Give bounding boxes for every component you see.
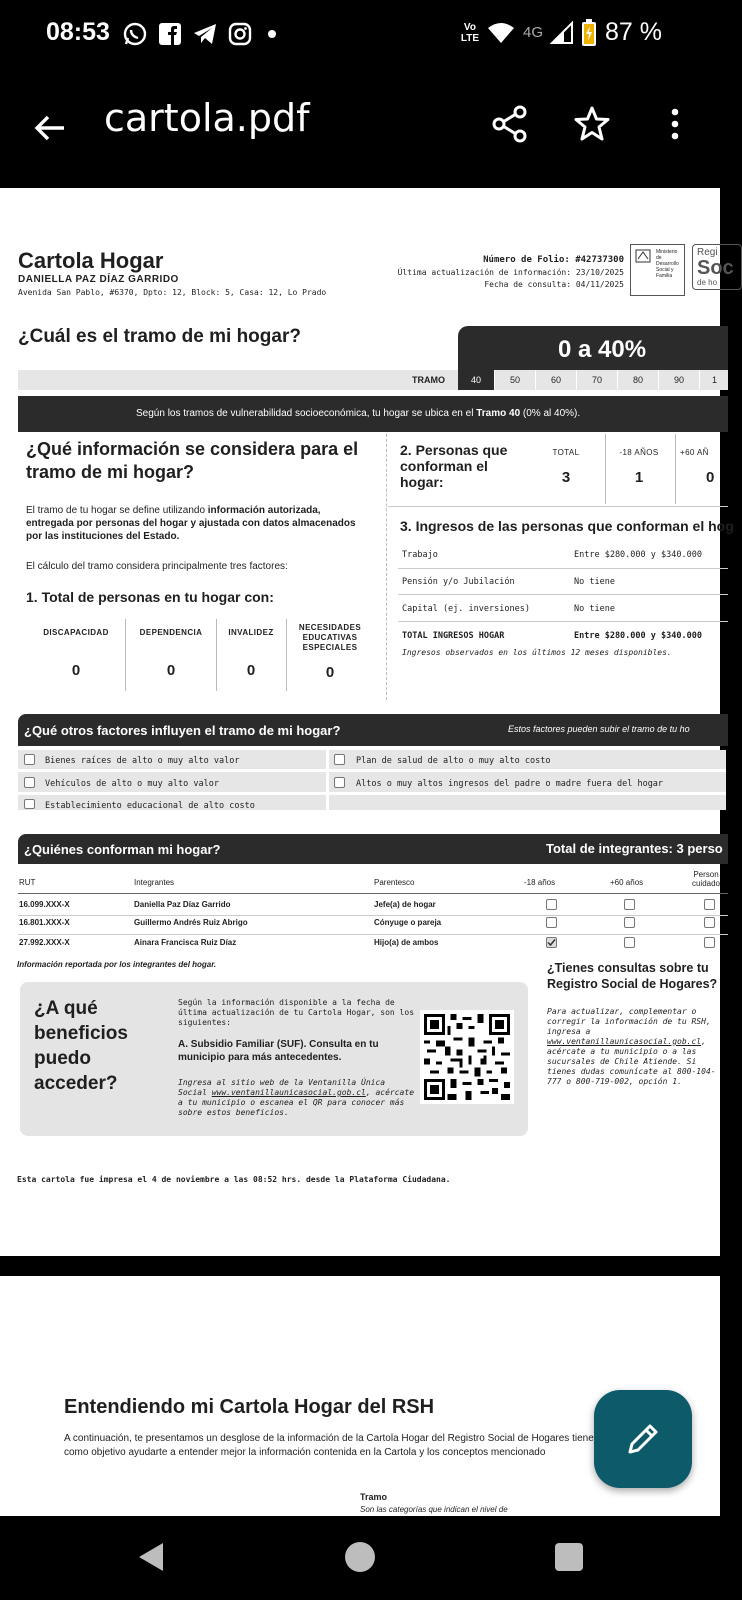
row-relationship: Jefe(a) de hogar — [374, 900, 436, 909]
cond-header: DISCAPACIDAD — [43, 628, 109, 637]
tramo-banner-suffix: (0% al 40%). — [520, 408, 581, 419]
table-row — [18, 916, 728, 934]
checkbox-unchecked — [546, 899, 557, 910]
row-relationship: Hijo(a) de ambos — [374, 938, 439, 947]
navigation-bar — [0, 1516, 720, 1600]
ingresos-heading: 3. Ingresos de las personas que conforman el hog — [400, 518, 734, 534]
personas-menores: 1 — [634, 469, 644, 486]
tramo-step: 80 — [617, 370, 658, 390]
row-name: Guillermo Andrés Ruiz Abrigo — [134, 918, 248, 927]
personas-mayores: 0 — [706, 469, 715, 486]
tramo-step: 70 — [576, 370, 617, 390]
row-relationship: Cónyuge o pareja — [374, 918, 442, 927]
holder-address: Avenida San Pablo, #6370, Dpto: 12, Block: 5, Casa: 12, Lo Prado — [18, 288, 327, 297]
table-header: +60 años — [610, 878, 644, 887]
consultas-link[interactable]: www.ventanillaunicasocial.gob.cl — [547, 1037, 702, 1046]
chile-shield-icon — [635, 249, 651, 263]
personas-header: -18 AÑOS — [619, 448, 659, 457]
factor-1-heading: 1. Total de personas en tu hogar con: — [26, 589, 274, 605]
cartola-title: Cartola Hogar — [18, 248, 164, 273]
row-rut: 16.801.XXX-X — [19, 918, 70, 927]
checkbox-unchecked — [24, 777, 35, 788]
cond-value: 0 — [246, 662, 256, 679]
checkbox-unchecked — [704, 917, 715, 928]
folio-number: Número de Folio: #42737300 — [483, 255, 624, 265]
cond-value: 0 — [166, 662, 176, 679]
rsh-logo-bot: de ho — [697, 278, 718, 287]
volte-bottom: LTE — [460, 32, 479, 44]
row-rut: 16.099.XXX-X — [19, 900, 70, 909]
beneficios-heading: ¿A qué beneficios puedo acceder? — [34, 998, 128, 1094]
row-name: Ainara Francisca Ruiz Díaz — [134, 938, 237, 947]
checkbox-unchecked — [24, 799, 35, 809]
nav-recents-button[interactable] — [555, 1543, 583, 1571]
personas-header: TOTAL — [552, 448, 580, 457]
otros-heading: ¿Qué otros factores influyen el tramo de mi hogar? — [24, 723, 341, 738]
consultas-text-b: , acércate a tu municipio o a las sucursales de Chile Atiende. Si tienes dudas comunícate al 800-104-777 o 800-719-002, opción 1. — [547, 1037, 716, 1086]
personas-heading: 2. Personas que conforman el hogar: — [400, 442, 508, 490]
rsh-logo — [692, 244, 742, 290]
otros-item: Vehículos de alto o muy alto valor — [45, 779, 219, 789]
nav-home-button[interactable] — [345, 1542, 375, 1572]
ingreso-label: Trabajo — [402, 550, 438, 560]
ingreso-total-value: Entre $280.000 y $340.000 — [574, 631, 702, 641]
info-heading: ¿Qué información se considera para el tramo de mi hogar? — [26, 439, 359, 482]
tramo-banner — [18, 396, 728, 432]
table-row — [18, 934, 728, 952]
tramo-value: 0 a 40% — [458, 326, 728, 370]
back-button[interactable] — [28, 106, 72, 150]
status-bar — [0, 0, 720, 72]
ministry-logo — [630, 244, 685, 296]
otros-item: Bienes raíces de alto o muy alto valor — [45, 756, 240, 766]
column-divider — [386, 434, 387, 700]
row-rut: 27.992.XXX-X — [19, 938, 70, 947]
tramo-banner-bold: Tramo 40 — [476, 408, 521, 419]
ingreso-value: Entre $280.000 y $340.000 — [574, 550, 702, 560]
holder-name: DANIELLA PAZ DÍAZ GARRIDO — [18, 274, 179, 285]
checkbox-unchecked — [624, 937, 635, 948]
table-header: RUT — [19, 878, 36, 887]
ingreso-label: Capital (ej. inversiones) — [402, 604, 530, 614]
rsh-logo-mid: Soc — [697, 257, 734, 279]
share-button[interactable] — [490, 104, 534, 148]
consultas-text-a: Para actualizar, complementar o corregir la información de tu RSH, ingresa a — [547, 1007, 711, 1036]
nav-back-button[interactable] — [136, 1540, 166, 1574]
table-header: Integrantes — [134, 878, 175, 887]
rsh-logo-top: Regi — [697, 247, 718, 258]
checkbox-unchecked — [334, 754, 345, 765]
consultas-heading: ¿Tienes consultas sobre tu Registro Social de Hogares? — [547, 961, 718, 991]
tramo-scale-steps — [458, 370, 729, 390]
otros-note: Estos factores pueden subir el tramo de tu ho — [508, 724, 690, 734]
page2-tramo-text: Son las categorías que indican el nivel de — [360, 1505, 508, 1514]
qr-code-icon — [424, 1014, 510, 1100]
volte-icon — [461, 22, 479, 44]
checkbox-checked — [546, 937, 557, 948]
cond-header: DEPENDENCIA — [139, 628, 203, 637]
instagram-icon — [228, 22, 252, 46]
cond-value: 0 — [71, 662, 81, 679]
telegram-icon — [192, 22, 218, 46]
arrow-back-icon — [28, 106, 72, 150]
beneficios-box — [20, 982, 528, 1136]
status-time: 08:53 — [46, 18, 110, 46]
tramo-step: 90 — [658, 370, 699, 390]
ingreso-value: No tiene — [574, 577, 615, 587]
consultas-text — [547, 1007, 722, 1087]
pdf-page-1[interactable] — [0, 188, 734, 1256]
personas-header: +60 AÑ — [680, 448, 709, 457]
checkbox-unchecked — [624, 917, 635, 928]
edit-fab-button[interactable] — [594, 1390, 692, 1488]
conditions-table — [26, 614, 376, 694]
info-paragraph-1 — [26, 504, 366, 543]
battery-level: 87 % — [605, 18, 662, 46]
otros-band — [18, 714, 728, 746]
otros-item: Plan de salud de alto o muy alto costo — [356, 756, 551, 766]
notification-icons — [122, 21, 282, 47]
integrantes-heading: ¿Quiénes conforman mi hogar? — [24, 842, 221, 857]
row-name: Daniella Paz Díaz Garrido — [134, 900, 231, 909]
ingreso-value: No tiene — [574, 604, 615, 614]
cond-header: INVALIDEZ — [228, 628, 274, 637]
page2-tramo-label: Tramo — [360, 1492, 388, 1502]
beneficios-footer — [178, 1078, 418, 1118]
otros-list — [18, 750, 726, 810]
favorite-button[interactable] — [572, 104, 616, 148]
wifi-icon — [487, 22, 515, 44]
cond-header: NECESIDADES EDUCATIVAS ESPECIALES — [298, 623, 362, 652]
network-type: 4G — [523, 24, 544, 41]
ingreso-total-label: TOTAL INGRESOS HOGAR — [402, 631, 505, 641]
beneficios-footer-text-b: , acércate a tu municipio o escanea el QR para conocer más sobre estos beneficios. — [178, 1088, 415, 1117]
tramo-scale — [18, 370, 728, 390]
ingresos-note: Ingresos observados en los últimos 12 meses disponibles. — [402, 648, 672, 657]
ministry-name: Ministerio de Desarrollo Social y Familia — [656, 249, 679, 279]
facebook-icon — [158, 22, 182, 46]
cond-value: 0 — [325, 664, 335, 681]
query-date: Fecha de consulta: 04/11/2025 — [484, 280, 624, 289]
integrantes-note: Información reportada por los integrantes del hogar. — [17, 960, 217, 969]
tramo-step: 1 — [699, 370, 729, 390]
dot-icon — [262, 24, 282, 44]
more-options-button[interactable] — [652, 104, 696, 148]
table-header: Person cuidado — [691, 870, 721, 888]
tramo-step-active: 40 — [458, 370, 494, 390]
integrantes-table — [18, 868, 728, 938]
otros-item: Establecimiento educacional de alto costo — [45, 801, 255, 811]
integrantes-total: Total de integrantes: 3 perso — [546, 841, 723, 856]
ingreso-label: Pensión y/o Jubilación — [402, 577, 515, 587]
volte-top: Vo — [463, 21, 476, 33]
qr-code[interactable] — [420, 1010, 514, 1104]
beneficios-intro: Según la información disponible a la fecha de última actualización de tu Cartola Hogar, son los siguientes: — [178, 998, 415, 1027]
table-row — [18, 898, 728, 916]
tramo-question: ¿Cuál es el tramo de mi hogar? — [18, 326, 301, 347]
info-paragraph-2: El cálculo del tramo considera principalmente tres factores: — [26, 561, 288, 572]
table-header: -18 años — [524, 878, 556, 887]
cell-signal-icon — [551, 22, 573, 44]
tramo-scale-label: TRAMO — [412, 375, 445, 385]
checkbox-unchecked — [546, 917, 557, 928]
tramo-step: 50 — [494, 370, 535, 390]
last-update: Última actualización de información: 23/10/2025 — [397, 268, 624, 277]
battery-icon — [581, 19, 597, 47]
pencil-icon — [624, 1420, 662, 1458]
checkbox-unchecked — [704, 899, 715, 910]
page2-title: Entendiendo mi Cartola Hogar del RSH — [64, 1396, 435, 1418]
ventanilla-link[interactable]: www.ventanillaunicasocial.gob.cl — [211, 1088, 366, 1097]
personas-total: 3 — [561, 469, 571, 486]
print-footer: Esta cartola fue impresa el 4 de noviembre a las 08:52 hrs. desde la Plataforma Ciudadana. — [17, 1175, 451, 1184]
more-vertical-icon — [652, 104, 692, 144]
checkbox-unchecked — [624, 899, 635, 910]
share-icon — [490, 104, 530, 144]
star-icon — [572, 104, 612, 144]
beneficios-footer-text: Ingresa al sitio web de la Ventanilla Única Social — [178, 1078, 386, 1097]
checkbox-unchecked — [334, 777, 345, 788]
info-para1-a: El tramo de tu hogar se define utilizando — [26, 505, 208, 516]
integrantes-band — [18, 834, 728, 864]
app-bar — [0, 72, 720, 188]
tramo-step: 60 — [535, 370, 576, 390]
document-title: cartola.pdf — [104, 96, 310, 140]
tramo-banner-text: Según los tramos de vulnerabilidad socioeconómica, tu hogar se ubica en el — [136, 408, 477, 419]
system-icons — [461, 18, 662, 47]
otros-item: Altos o muy altos ingresos del padre o madre fuera del hogar — [356, 779, 664, 789]
checkbox-unchecked — [24, 754, 35, 765]
info-para1-b: información autorizada, entregada por personas del hogar y ajustada con datos almacenados por las instituciones del Estado. — [26, 505, 356, 542]
page2-paragraph: A continuación, te presentamos un desglose de la información de la Cartola Hogar del Registro Social de Hogares tiene como objetivo ayudarte a entender mejor la información contenida en la Cartola y los conceptos mencionado — [64, 1433, 594, 1458]
checkbox-unchecked — [704, 937, 715, 948]
beneficio-item: A. Subsidio Familiar (SUF). Consulta en tu municipio para más antecedentes. — [178, 1039, 379, 1063]
whatsapp-icon — [122, 21, 148, 47]
table-header: Parentesco — [374, 878, 415, 887]
checkmark-icon — [546, 937, 557, 948]
